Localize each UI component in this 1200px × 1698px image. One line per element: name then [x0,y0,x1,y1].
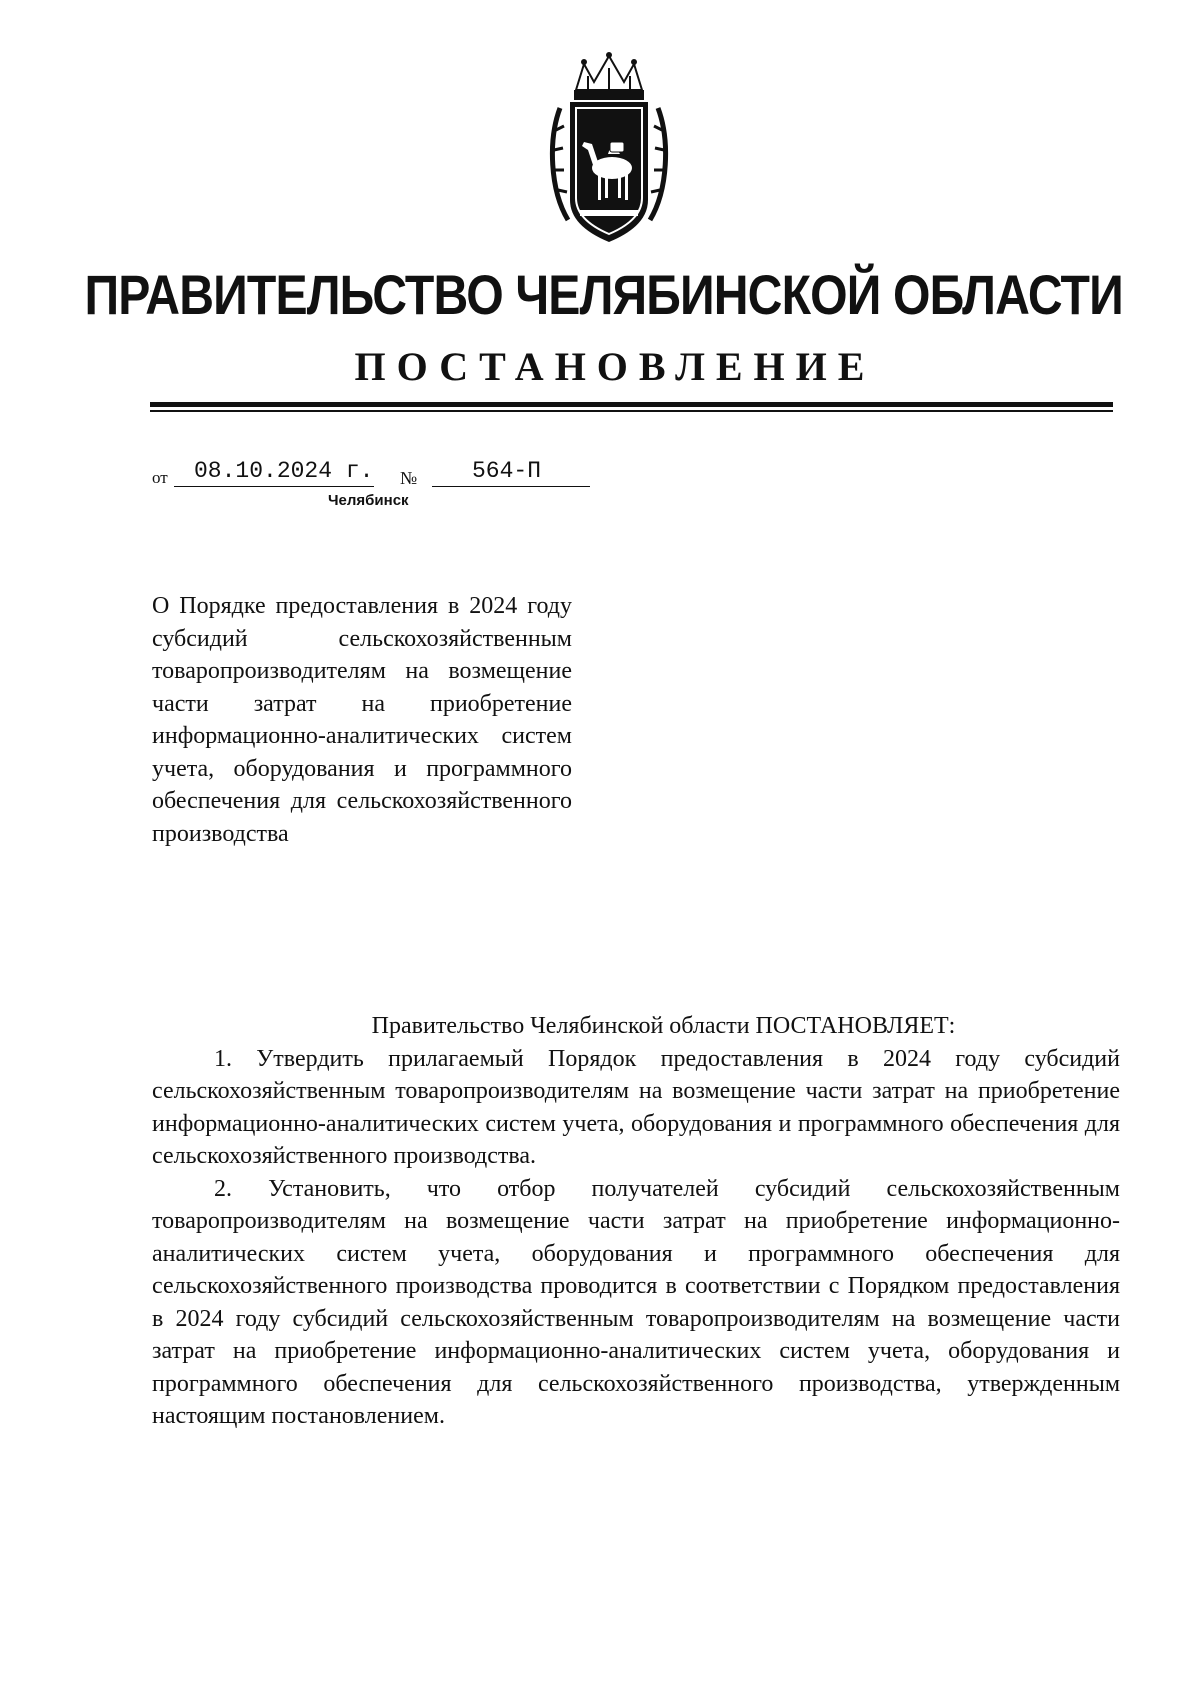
chelyabinsk-coat-of-arms-icon [548,50,670,250]
number-label: № [400,468,418,488]
body-paragraph-2: 2. Установить, что отбор получателей субсидий сельскохозяйственным товаропроизводителям на возмещение части затрат на приобретение информационно-аналитических систем учета, оборудования и программного обеспечения для сельскохозяйственного производства проводится в соответствии с Порядком предоставления в 2024 году субсидий сельскохозяйственным товаропроизводителям на возмещение части затрат на приобретение информационно-аналитических систем учета, оборудования и программного обеспечения для сельскохозяйственного производства, утвержденным настоящим постановлением. [152,1175,1120,1429]
city: Челябинск [328,492,409,509]
document-type: ПОСТАНОВЛЕНИЕ [354,344,876,389]
document-meta [152,458,592,490]
resolution-intro: Правительство Челябинской области ПОСТАНОВЛЯЕТ: [371,1013,956,1039]
body-paragraph-1: 1. Утвердить прилагаемый Порядок предоставления в 2024 году субсидий сельскохозяйственным товаропроизводителям на возмещение части затрат на приобретение информационно-аналитических систем учета, оборудования и программного обеспечения для сельскохозяйственного производства. [152,1045,1120,1169]
header-divider-thick [150,402,1113,407]
document-date: 08.10.2024 г. [194,458,374,484]
number-underline [432,486,590,487]
header-divider-thin [150,410,1113,412]
organization-title [0,255,1200,335]
date-underline [174,486,374,487]
document-body [152,1010,1120,1433]
date-label: от [152,468,168,487]
document-number: 564-П [472,458,542,484]
document-subject: О Порядке предоставления в 2024 году субсидий сельскохозяйственным товаропроизводителям на возмещение части затрат на приобретение информационно-аналитических систем учета, оборудования и программного обеспечения для сельскохозяйственного производства [152,593,572,847]
organization-title-text: ПРАВИТЕЛЬСТВО ЧЕЛЯБИНСКОЙ ОБЛАСТИ [84,263,1123,326]
